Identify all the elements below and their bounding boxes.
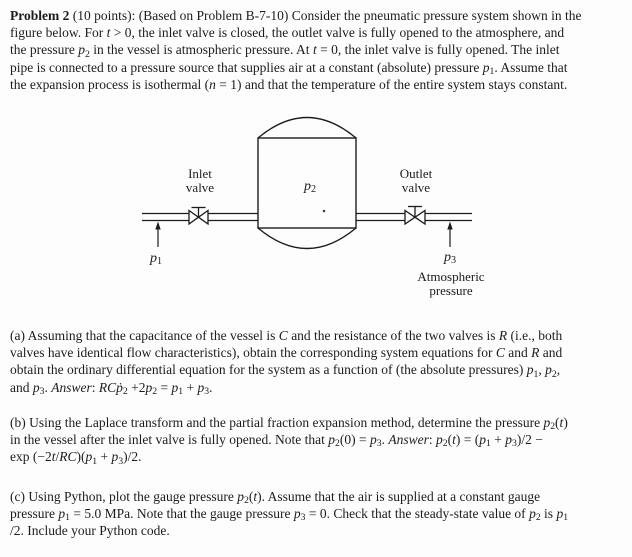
text-line bbox=[304, 179, 326, 194]
text-run: ( bbox=[447, 432, 453, 448]
text-run: )/2 − bbox=[516, 432, 543, 448]
text-run: 2 bbox=[335, 438, 340, 450]
text-line bbox=[170, 167, 230, 181]
text-run: p bbox=[545, 362, 552, 378]
text-run: p bbox=[237, 489, 244, 504]
text-run: 2 bbox=[243, 495, 249, 507]
text-line bbox=[10, 505, 626, 522]
text-run: 1 bbox=[485, 438, 491, 450]
text-run: (10 points): (Based on Problem B-7-10) Consider the pneumatic pressure system shown in the bbox=[69, 8, 582, 23]
text-run: ( bbox=[555, 415, 560, 430]
text-run: Problem 2 bbox=[10, 8, 70, 23]
text-run: : bbox=[91, 379, 99, 395]
text-run: and the resistance of the two valves is bbox=[287, 328, 499, 343]
text-run: pipe is connected to a pressure source that supplies air at a constant (absolute) pressure bbox=[10, 59, 483, 75]
text-run: n bbox=[209, 76, 216, 92]
text-run: = 1) and that the temperature of the entire system stays constant. bbox=[215, 76, 568, 92]
text-run: p bbox=[32, 379, 40, 395]
part-c-text bbox=[10, 488, 626, 540]
text-run: valve bbox=[401, 179, 431, 195]
text-run: . bbox=[381, 432, 389, 448]
text-run: t bbox=[253, 489, 258, 504]
text-run: and bbox=[10, 379, 33, 395]
text-run: +2 bbox=[127, 379, 146, 395]
text-run: t bbox=[106, 25, 111, 41]
text-run: p bbox=[150, 251, 157, 266]
text-run: / bbox=[55, 449, 60, 465]
text-run: 1 bbox=[533, 368, 539, 380]
text-run: t bbox=[51, 449, 56, 465]
text-run: t bbox=[452, 432, 456, 448]
text-run: p bbox=[505, 432, 512, 448]
p1-arrow bbox=[155, 222, 160, 248]
vessel-pressure-label bbox=[304, 179, 326, 194]
text-line bbox=[398, 284, 504, 298]
text-run: p bbox=[78, 42, 85, 58]
text-line bbox=[10, 488, 626, 505]
text-run: . bbox=[44, 379, 52, 395]
text-run: = 5.0 MPa. Note that the gauge pressure bbox=[69, 506, 294, 522]
text-run: t bbox=[312, 42, 317, 58]
text-run: RC bbox=[59, 449, 77, 465]
part-b-text bbox=[10, 414, 626, 466]
text-run: 3 bbox=[39, 385, 45, 397]
text-run: (i.e., both bbox=[507, 328, 563, 343]
text-run: Inlet bbox=[188, 166, 212, 181]
text-line bbox=[385, 181, 447, 195]
text-run: p bbox=[482, 59, 490, 75]
text-run: C bbox=[278, 328, 288, 343]
text-run: exp (−2 bbox=[10, 449, 52, 465]
text-line bbox=[398, 270, 504, 284]
text-run: 2 bbox=[535, 512, 541, 524]
text-run: pressure bbox=[10, 506, 59, 522]
text-run: /2. Include your Python code. bbox=[10, 523, 170, 539]
text-line bbox=[10, 361, 626, 378]
text-run: 3 bbox=[376, 438, 382, 450]
text-run: )( bbox=[76, 449, 86, 465]
text-run: 1 bbox=[157, 256, 163, 268]
text-run: , bbox=[556, 362, 561, 378]
text-run: in the vessel after the inlet valve is fully opened. Note that bbox=[10, 432, 329, 448]
text-run: 2 bbox=[550, 421, 556, 433]
text-run: . bbox=[209, 379, 213, 395]
text-line bbox=[10, 522, 626, 539]
text-run: in the vessel is atmospheric pressure. At bbox=[89, 42, 313, 58]
text-run: R bbox=[531, 345, 540, 361]
text-line bbox=[170, 181, 230, 195]
text-run: p bbox=[526, 362, 534, 378]
text-run: 1 bbox=[178, 385, 184, 397]
text-run: + bbox=[97, 449, 112, 465]
text-run: 2 bbox=[84, 48, 90, 60]
text-run: p bbox=[293, 506, 301, 522]
vessel-top-dome bbox=[258, 118, 356, 139]
text-run: p bbox=[328, 432, 336, 448]
outlet-valve-label bbox=[385, 167, 447, 194]
text-run: (b) Using the Laplace transform and the partial fraction expansion method, determine the pressure bbox=[10, 415, 544, 430]
text-run: 1 bbox=[489, 65, 495, 77]
text-run: p bbox=[171, 379, 179, 395]
text-run: Outlet bbox=[399, 166, 433, 181]
text-run: = bbox=[157, 379, 172, 395]
text-run: and bbox=[539, 345, 563, 361]
atmospheric-pressure-label bbox=[398, 270, 504, 298]
text-run: 2 bbox=[122, 385, 128, 397]
text-run: 3 bbox=[511, 438, 517, 450]
part-a-text bbox=[10, 327, 626, 396]
inlet-valve-label bbox=[170, 167, 230, 194]
vessel-mark-dot bbox=[323, 210, 326, 213]
vessel-bottom-dome bbox=[258, 228, 356, 249]
text-run: + bbox=[490, 432, 506, 448]
text-run: (0) = bbox=[339, 432, 370, 448]
text-run: obtain the ordinary differential equation for the system as a function of (the absolute pressures) bbox=[10, 362, 527, 378]
text-line bbox=[10, 448, 626, 465]
text-run: > 0, the inlet valve is closed, the outlet valve is fully opened to the atmosphere, and bbox=[110, 25, 565, 41]
text-run: p bbox=[436, 432, 443, 448]
text-line bbox=[10, 327, 626, 344]
text-run: p bbox=[304, 179, 311, 194]
text-run: 2 bbox=[442, 438, 448, 450]
text-run: . Assume that bbox=[494, 59, 568, 75]
text-run: figure below. For bbox=[10, 25, 107, 41]
text-run: Atmospheric bbox=[417, 269, 485, 284]
text-run: p bbox=[85, 449, 93, 465]
text-run: Answer bbox=[51, 379, 92, 395]
text-run: p bbox=[529, 506, 536, 522]
text-run: ). Assume that the air is supplied at a constant gauge bbox=[257, 489, 541, 504]
text-run: p bbox=[111, 449, 119, 465]
inlet-valve-icon bbox=[189, 208, 208, 225]
text-run: 1 bbox=[65, 512, 70, 524]
text-run: p bbox=[444, 250, 451, 265]
text-run: the expansion process is isothermal ( bbox=[10, 76, 210, 92]
text-run: p bbox=[58, 506, 66, 522]
text-run: is bbox=[540, 506, 557, 522]
text-run: = 0, the inlet valve is fully opened. The inlet bbox=[316, 42, 560, 58]
text-run: 3 bbox=[300, 512, 306, 524]
text-run: 3 bbox=[118, 455, 124, 467]
text-run: (a) Assuming that the capacitance of the vessel is bbox=[10, 328, 279, 343]
text-run: (c) Using Python, plot the gauge pressure bbox=[10, 489, 238, 504]
text-run: and bbox=[504, 345, 532, 361]
text-run: valve bbox=[185, 179, 215, 195]
text-run: p bbox=[145, 379, 153, 395]
text-run: = 0. Check that the steady-state value of bbox=[305, 506, 530, 522]
text-run: p bbox=[370, 432, 377, 448]
text-run: t bbox=[559, 415, 564, 430]
text-run: R bbox=[498, 328, 508, 343]
text-line bbox=[150, 251, 172, 266]
outlet-valve-icon bbox=[405, 207, 425, 225]
text-run: C bbox=[495, 345, 505, 361]
text-line bbox=[444, 250, 466, 265]
text-run: pressure bbox=[429, 283, 473, 298]
text-run: + bbox=[183, 379, 198, 395]
text-run: p bbox=[543, 415, 551, 430]
text-run: p bbox=[197, 379, 205, 395]
text-line bbox=[10, 431, 626, 448]
text-run: ) = ( bbox=[455, 432, 480, 448]
p3-arrow bbox=[447, 222, 452, 248]
text-run: 2 bbox=[311, 184, 317, 196]
text-run: , bbox=[538, 362, 546, 378]
text-line bbox=[10, 379, 626, 396]
text-run: p bbox=[556, 506, 564, 522]
text-run: ( bbox=[248, 489, 254, 504]
inlet-pressure-label bbox=[150, 251, 172, 266]
text-line bbox=[385, 167, 447, 181]
text-line bbox=[10, 344, 626, 361]
text-run: 3 bbox=[451, 255, 457, 267]
text-run: 1 bbox=[92, 455, 98, 467]
text-run: ) bbox=[563, 415, 568, 430]
text-run: the pressure bbox=[10, 42, 79, 58]
text-line bbox=[10, 414, 626, 431]
text-run: RCṗ bbox=[98, 379, 123, 395]
text-run: p bbox=[479, 432, 486, 448]
text-run: valves have identical flow characteristics), obtain the corresponding system equations for bbox=[10, 345, 496, 361]
text-run: 2 bbox=[551, 368, 557, 380]
text-run: 1 bbox=[563, 512, 569, 524]
text-run: Answer bbox=[388, 432, 429, 448]
text-run: 3 bbox=[204, 385, 210, 397]
outlet-pressure-label bbox=[444, 250, 466, 265]
text-run: : bbox=[428, 432, 436, 448]
text-run: )/2. bbox=[123, 449, 142, 465]
text-run: 2 bbox=[152, 385, 158, 397]
